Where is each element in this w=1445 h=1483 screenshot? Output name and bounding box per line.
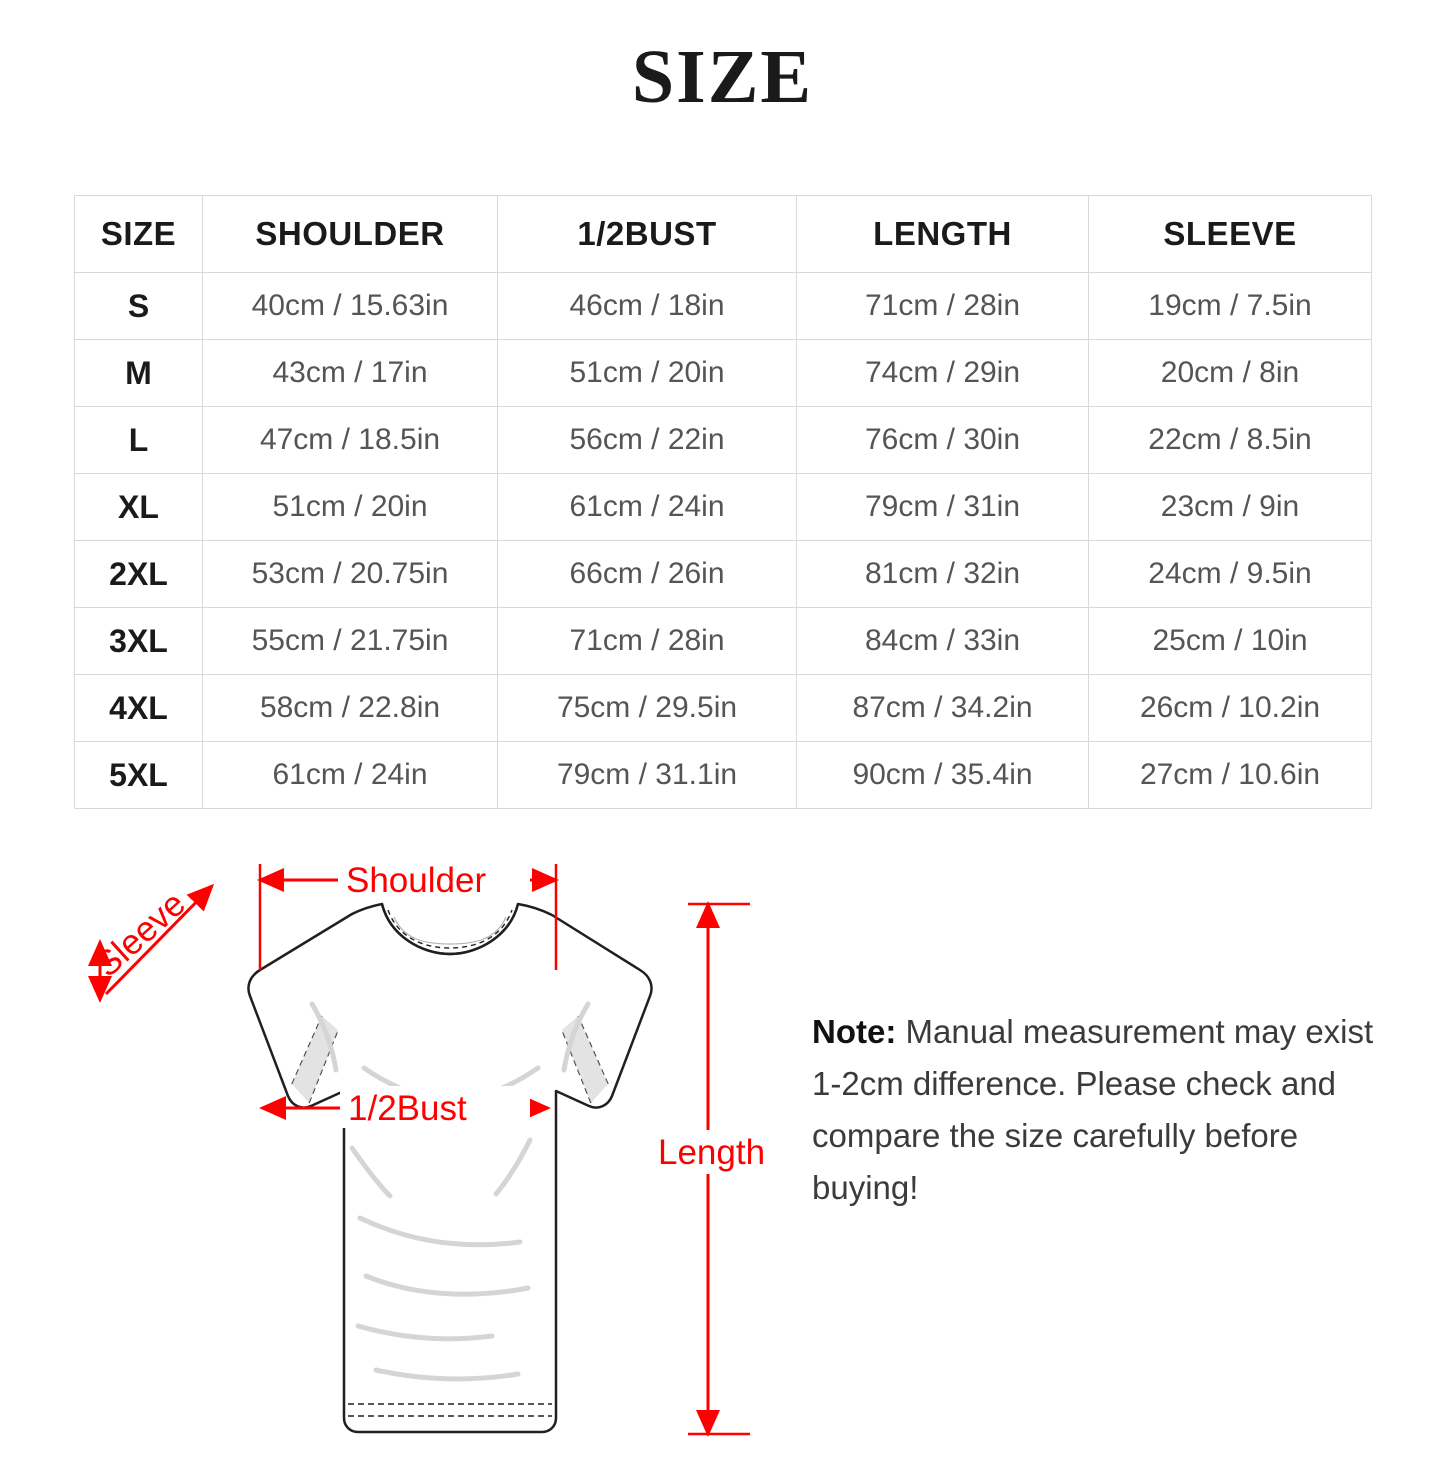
cell-shoulder: 61cm / 24in: [203, 742, 498, 809]
cell-sleeve: 25cm / 10in: [1089, 608, 1372, 675]
table-header-row: [75, 196, 1372, 273]
cell-size: 5XL: [75, 742, 203, 809]
note-text: Manual measurement may exist 1-2cm difference. Please check and compare the size carefully before buying!: [812, 1013, 1374, 1207]
cell-shoulder: 53cm / 20.75in: [203, 541, 498, 608]
cell-size: S: [75, 273, 203, 340]
length-label: Length: [658, 1133, 766, 1172]
table-header: [75, 196, 1372, 273]
column-header-shoulder: SHOULDER: [203, 196, 498, 273]
table-row: [75, 340, 1372, 407]
cell-shoulder: 40cm / 15.63in: [203, 273, 498, 340]
table-row: [75, 273, 1372, 340]
column-header-size: SIZE: [75, 196, 203, 273]
cell-bust: 79cm / 31.1in: [498, 742, 797, 809]
cell-bust: 51cm / 20in: [498, 340, 797, 407]
table-row: [75, 608, 1372, 675]
column-header-bust: 1/2BUST: [498, 196, 797, 273]
column-header-length: LENGTH: [797, 196, 1089, 273]
table-row: [75, 742, 1372, 809]
cell-shoulder: 43cm / 17in: [203, 340, 498, 407]
cell-shoulder: 58cm / 22.8in: [203, 675, 498, 742]
cell-length: 79cm / 31in: [797, 474, 1089, 541]
table-row: [75, 541, 1372, 608]
bust-label: 1/2Bust: [348, 1089, 467, 1128]
cell-length: 84cm / 33in: [797, 608, 1089, 675]
cell-bust: 46cm / 18in: [498, 273, 797, 340]
table-body: [75, 273, 1372, 809]
cell-sleeve: 22cm / 8.5in: [1089, 407, 1372, 474]
cell-sleeve: 27cm / 10.6in: [1089, 742, 1372, 809]
cell-bust: 66cm / 26in: [498, 541, 797, 608]
cell-sleeve: 24cm / 9.5in: [1089, 541, 1372, 608]
column-header-sleeve: SLEEVE: [1089, 196, 1372, 273]
tshirt-outline: [248, 904, 651, 1432]
table-row: [75, 474, 1372, 541]
cell-sleeve: 26cm / 10.2in: [1089, 675, 1372, 742]
size-chart-table-container: [74, 195, 1371, 809]
cell-length: 87cm / 34.2in: [797, 675, 1089, 742]
note-label: Note:: [812, 1013, 897, 1050]
cell-bust: 75cm / 29.5in: [498, 675, 797, 742]
cell-size: 2XL: [75, 541, 203, 608]
cell-size: M: [75, 340, 203, 407]
cell-bust: 71cm / 28in: [498, 608, 797, 675]
sleeve-label: Sleeve: [87, 884, 194, 985]
cell-length: 74cm / 29in: [797, 340, 1089, 407]
cell-bust: 61cm / 24in: [498, 474, 797, 541]
cell-length: 76cm / 30in: [797, 407, 1089, 474]
cell-shoulder: 55cm / 21.75in: [203, 608, 498, 675]
size-chart-table: [74, 195, 1372, 809]
cell-length: 81cm / 32in: [797, 541, 1089, 608]
cell-size: XL: [75, 474, 203, 541]
page-title: SIZE: [631, 35, 814, 119]
table-row: [75, 675, 1372, 742]
cell-length: 90cm / 35.4in: [797, 742, 1089, 809]
cell-shoulder: 47cm / 18.5in: [203, 407, 498, 474]
cell-shoulder: 51cm / 20in: [203, 474, 498, 541]
cell-size: 4XL: [75, 675, 203, 742]
note-block: [812, 1006, 1392, 1215]
cell-sleeve: 20cm / 8in: [1089, 340, 1372, 407]
table-row: [75, 407, 1372, 474]
tshirt-diagram: [60, 818, 800, 1458]
cell-bust: 56cm / 22in: [498, 407, 797, 474]
cell-length: 71cm / 28in: [797, 273, 1089, 340]
cell-size: 3XL: [75, 608, 203, 675]
cell-size: L: [75, 407, 203, 474]
cell-sleeve: 23cm / 9in: [1089, 474, 1372, 541]
shoulder-label: Shoulder: [346, 861, 487, 900]
cell-sleeve: 19cm / 7.5in: [1089, 273, 1372, 340]
